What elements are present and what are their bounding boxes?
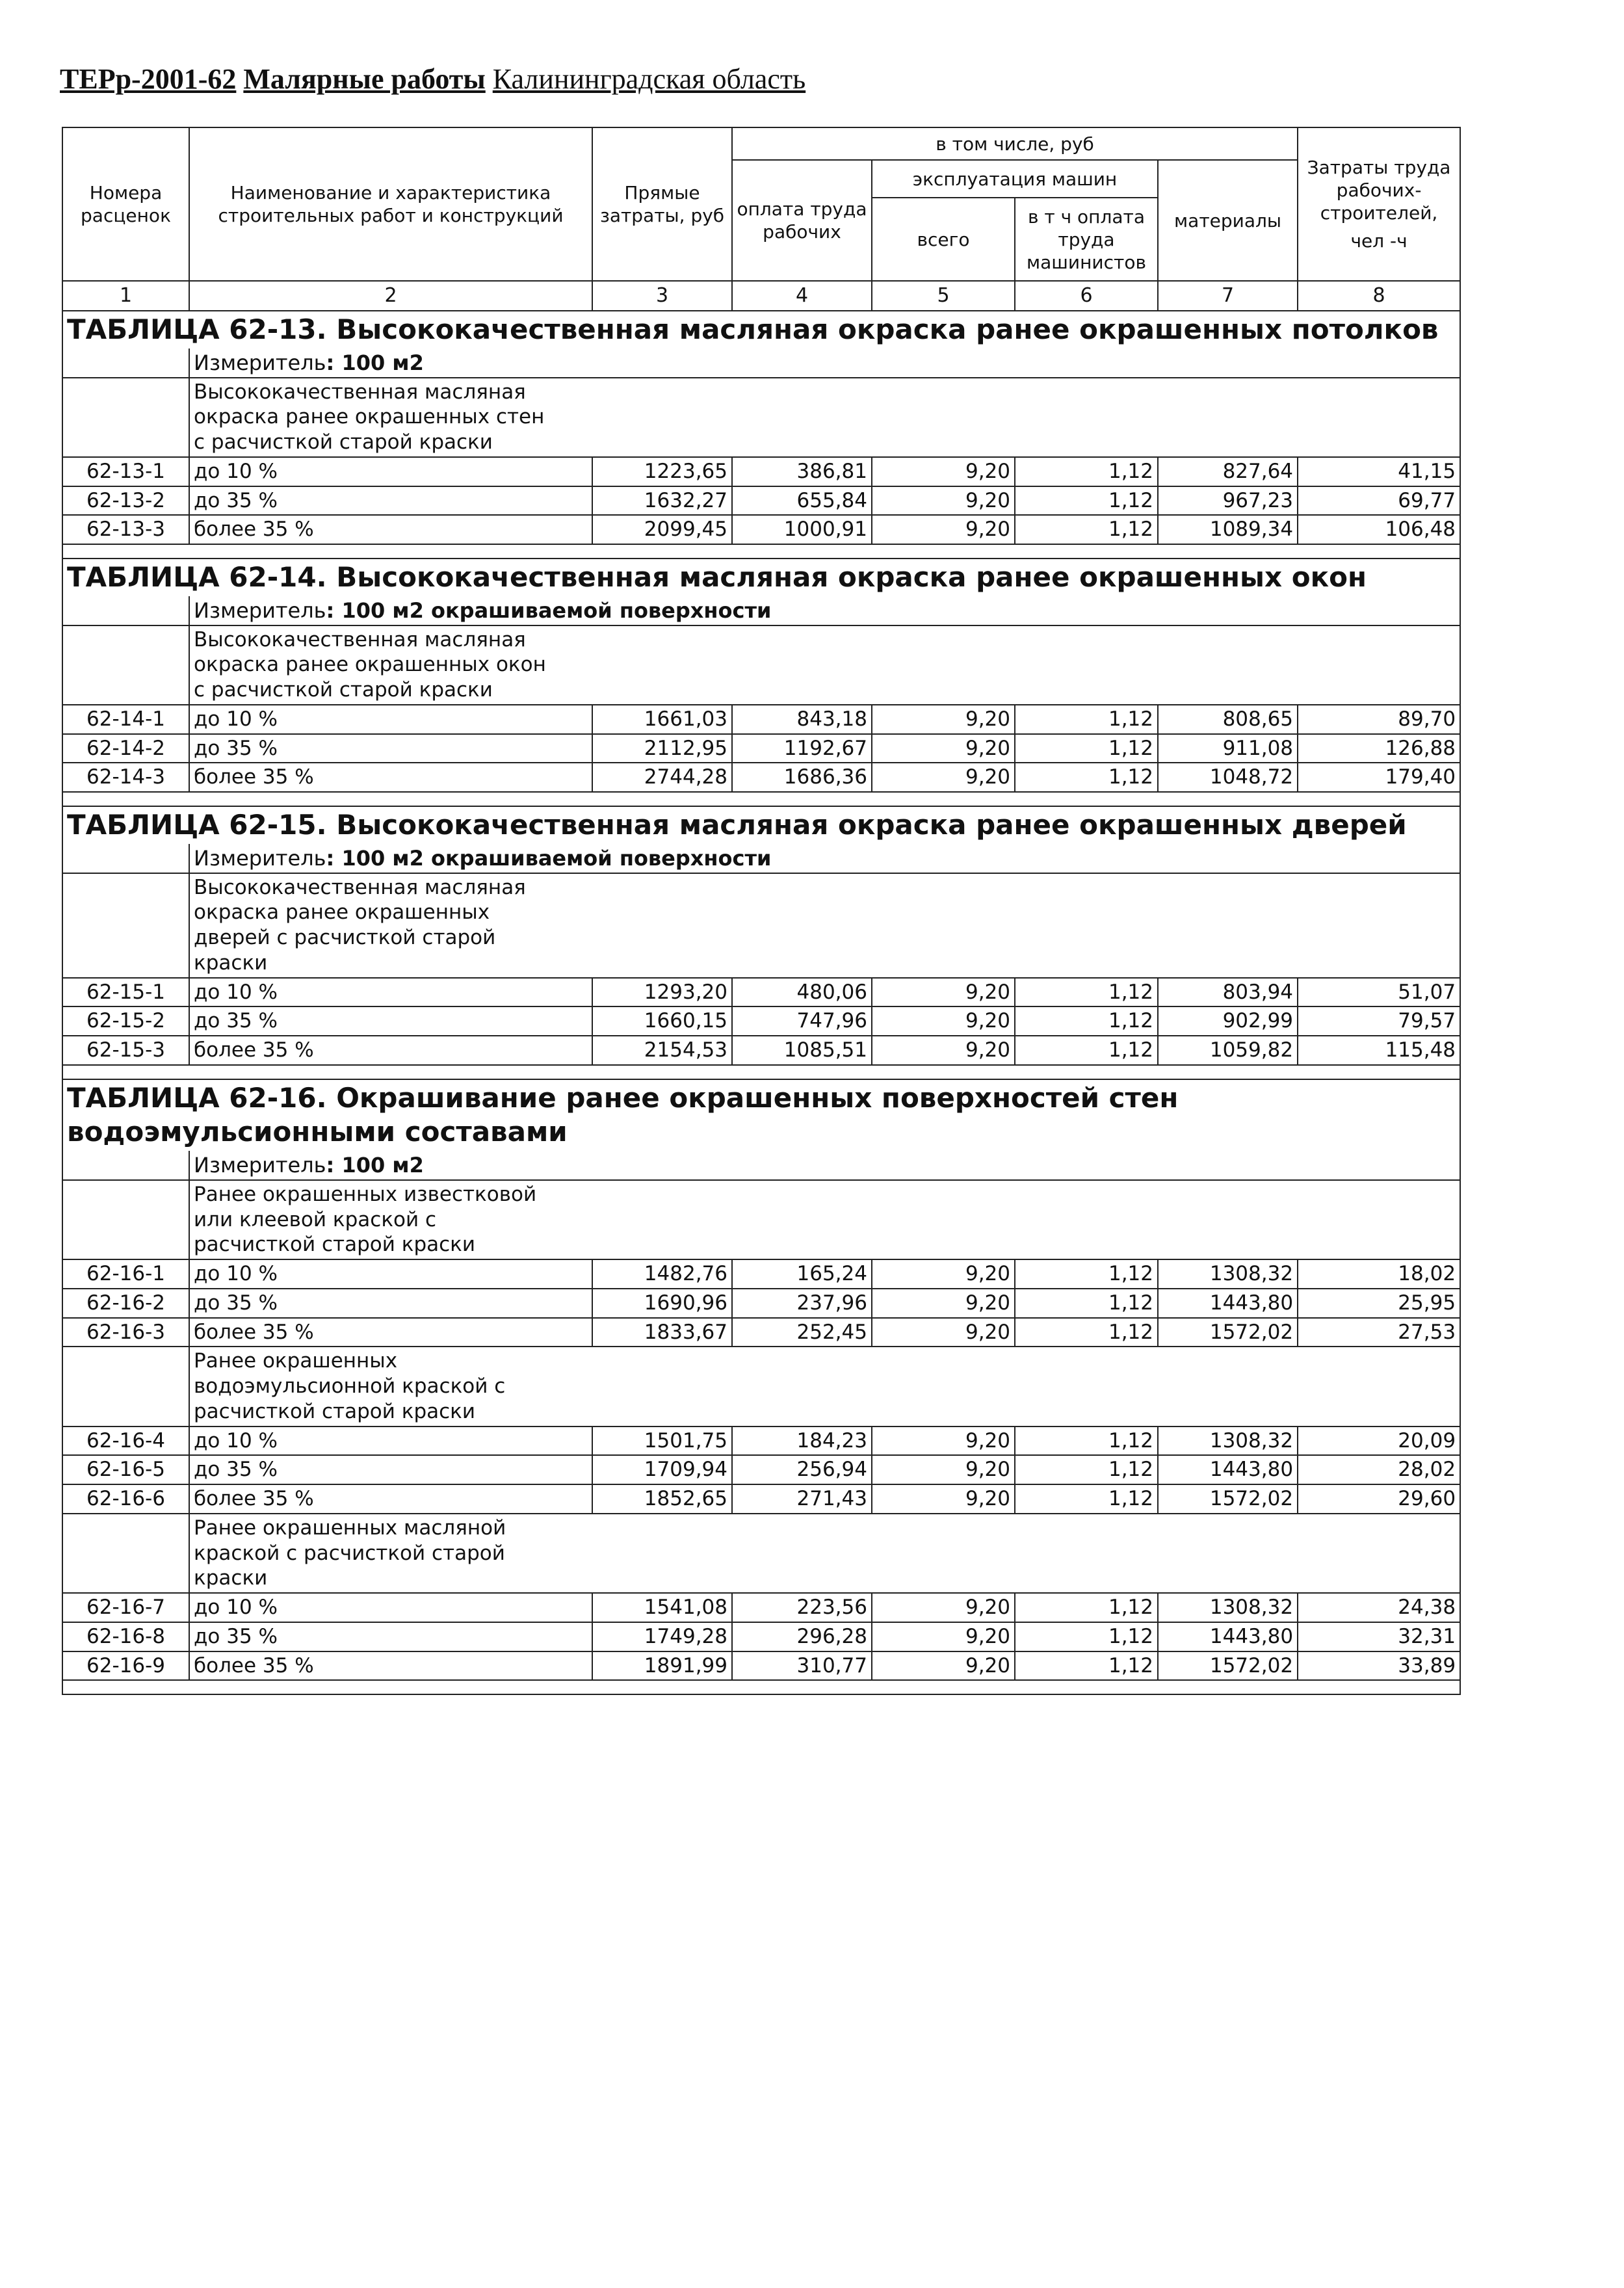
labor-hours: 69,77 bbox=[1298, 486, 1460, 516]
measure-value: : 100 м2 окрашиваемой поверхности bbox=[326, 598, 772, 623]
machines-total: 9,20 bbox=[872, 1259, 1015, 1289]
work-name: до 10 % bbox=[189, 1427, 592, 1456]
direct-cost: 1541,08 bbox=[592, 1593, 732, 1622]
measure-row bbox=[62, 348, 1460, 378]
work-name: до 35 % bbox=[189, 1006, 592, 1036]
table-section-title: ТАБЛИЦА 62-14. Высококачественная масляная окраска ранее окрашенных окон bbox=[62, 559, 1460, 596]
machines-total: 9,20 bbox=[872, 1622, 1015, 1651]
machines-total: 9,20 bbox=[872, 1593, 1015, 1622]
machinist-wages: 1,12 bbox=[1015, 1651, 1158, 1681]
table-row bbox=[62, 1259, 1460, 1289]
section-gap-cell bbox=[62, 1680, 1460, 1694]
measure-label: Измеритель bbox=[194, 598, 326, 623]
work-name: до 35 % bbox=[189, 1455, 592, 1484]
table-section-title-row bbox=[62, 1079, 1460, 1151]
workers-wages: 184,23 bbox=[732, 1427, 872, 1456]
labor-hours: 33,89 bbox=[1298, 1651, 1460, 1681]
labor-hours: 115,48 bbox=[1298, 1036, 1460, 1065]
table-row bbox=[62, 978, 1460, 1007]
materials-cost: 803,94 bbox=[1158, 978, 1298, 1007]
machines-total: 9,20 bbox=[872, 734, 1015, 763]
work-name: до 10 % bbox=[189, 1259, 592, 1289]
header-code: Номера расценок bbox=[62, 127, 189, 281]
work-name: до 35 % bbox=[189, 486, 592, 516]
work-name: до 35 % bbox=[189, 1622, 592, 1651]
rate-code: 62-14-2 bbox=[62, 734, 189, 763]
work-name: до 10 % bbox=[189, 1593, 592, 1622]
direct-cost: 1749,28 bbox=[592, 1622, 732, 1651]
table-row bbox=[62, 1036, 1460, 1065]
materials-cost: 827,64 bbox=[1158, 457, 1298, 486]
rate-code: 62-16-7 bbox=[62, 1593, 189, 1622]
materials-cost: 1089,34 bbox=[1158, 515, 1298, 544]
machinist-wages: 1,12 bbox=[1015, 734, 1158, 763]
materials-cost: 911,08 bbox=[1158, 734, 1298, 763]
labor-hours: 41,15 bbox=[1298, 457, 1460, 486]
group-description-row bbox=[62, 873, 1460, 978]
machinist-wages: 1,12 bbox=[1015, 1593, 1158, 1622]
labor-hours: 89,70 bbox=[1298, 705, 1460, 734]
labor-hours: 25,95 bbox=[1298, 1289, 1460, 1318]
materials-cost: 808,65 bbox=[1158, 705, 1298, 734]
rate-code: 62-16-1 bbox=[62, 1259, 189, 1289]
measure-unit bbox=[189, 596, 1460, 625]
header-materials: материалы bbox=[1158, 160, 1298, 281]
direct-cost: 1632,27 bbox=[592, 486, 732, 516]
table-section-title-row bbox=[62, 806, 1460, 844]
doc-code: ТЕРр-2001-62 bbox=[60, 63, 237, 95]
labor-hours: 27,53 bbox=[1298, 1318, 1460, 1347]
col-number: 6 bbox=[1015, 281, 1158, 311]
materials-cost: 1048,72 bbox=[1158, 763, 1298, 792]
work-name: более 35 % bbox=[189, 763, 592, 792]
machinist-wages: 1,12 bbox=[1015, 1427, 1158, 1456]
section-gap-cell bbox=[62, 544, 1460, 559]
work-name: более 35 % bbox=[189, 1036, 592, 1065]
table-row bbox=[62, 763, 1460, 792]
workers-wages: 843,18 bbox=[732, 705, 872, 734]
section-gap bbox=[62, 1065, 1460, 1079]
group-description bbox=[189, 1347, 1460, 1426]
direct-cost: 2099,45 bbox=[592, 515, 732, 544]
materials-cost: 967,23 bbox=[1158, 486, 1298, 516]
header-wages: оплата труда рабочих bbox=[732, 160, 872, 281]
machines-total: 9,20 bbox=[872, 1484, 1015, 1514]
group-description bbox=[189, 1514, 1460, 1593]
work-name: до 10 % bbox=[189, 978, 592, 1007]
direct-cost: 1223,65 bbox=[592, 457, 732, 486]
table-row bbox=[62, 1622, 1460, 1651]
workers-wages: 1085,51 bbox=[732, 1036, 872, 1065]
table-row bbox=[62, 1593, 1460, 1622]
direct-cost: 1661,03 bbox=[592, 705, 732, 734]
header-direct: Прямые затраты, руб bbox=[592, 127, 732, 281]
doc-name: Малярные работы bbox=[243, 63, 486, 95]
table-section-title: ТАБЛИЦА 62-15. Высококачественная масляная окраска ранее окрашенных дверей bbox=[62, 806, 1460, 844]
rate-code: 62-13-3 bbox=[62, 515, 189, 544]
direct-cost: 2744,28 bbox=[592, 763, 732, 792]
machinist-wages: 1,12 bbox=[1015, 515, 1158, 544]
measure-unit bbox=[189, 844, 1460, 873]
materials-cost: 1308,32 bbox=[1158, 1593, 1298, 1622]
group-description-row bbox=[62, 378, 1460, 457]
table-section-title: ТАБЛИЦА 62-16. Окрашивание ранее окрашенных поверхностей стен водоэмульсионными составами bbox=[62, 1079, 1460, 1151]
measure-unit bbox=[189, 348, 1460, 378]
machinist-wages: 1,12 bbox=[1015, 1006, 1158, 1036]
table-section-title-row bbox=[62, 311, 1460, 348]
group-description bbox=[189, 378, 1460, 457]
direct-cost: 1891,99 bbox=[592, 1651, 732, 1681]
header-labor-unit: чел -ч bbox=[1350, 230, 1408, 252]
rate-code: 62-14-1 bbox=[62, 705, 189, 734]
col-number: 1 bbox=[62, 281, 189, 311]
machines-total: 9,20 bbox=[872, 763, 1015, 792]
machines-total: 9,20 bbox=[872, 1289, 1015, 1318]
work-name: до 35 % bbox=[189, 734, 592, 763]
measure-row bbox=[62, 1151, 1460, 1180]
rate-code: 62-16-3 bbox=[62, 1318, 189, 1347]
materials-cost: 1443,80 bbox=[1158, 1455, 1298, 1484]
machinist-wages: 1,12 bbox=[1015, 978, 1158, 1007]
header-machines: эксплуатация машин bbox=[872, 160, 1158, 198]
group-description-row bbox=[62, 1347, 1460, 1426]
group-code-spacer bbox=[62, 1347, 189, 1426]
group-code-spacer bbox=[62, 625, 189, 705]
group-description-row bbox=[62, 625, 1460, 705]
workers-wages: 296,28 bbox=[732, 1622, 872, 1651]
measure-value: : 100 м2 bbox=[326, 350, 424, 375]
workers-wages: 386,81 bbox=[732, 457, 872, 486]
measure-spacer bbox=[62, 844, 189, 873]
measure-label: Измеритель bbox=[194, 1152, 326, 1177]
group-code-spacer bbox=[62, 378, 189, 457]
machinist-wages: 1,12 bbox=[1015, 1622, 1158, 1651]
work-name: более 35 % bbox=[189, 1318, 592, 1347]
rate-code: 62-16-4 bbox=[62, 1427, 189, 1456]
table-section-title-row bbox=[62, 559, 1460, 596]
workers-wages: 271,43 bbox=[732, 1484, 872, 1514]
work-name: более 35 % bbox=[189, 1651, 592, 1681]
group-description-text: Высококачественная масляная окраска ранее окрашенных дверей с расчисткой старой краски bbox=[194, 875, 526, 975]
machines-total: 9,20 bbox=[872, 1006, 1015, 1036]
labor-hours: 28,02 bbox=[1298, 1455, 1460, 1484]
group-code-spacer bbox=[62, 1514, 189, 1593]
materials-cost: 1059,82 bbox=[1158, 1036, 1298, 1065]
measure-value: : 100 м2 bbox=[326, 1152, 424, 1177]
workers-wages: 655,84 bbox=[732, 486, 872, 516]
machinist-wages: 1,12 bbox=[1015, 1259, 1158, 1289]
machinist-wages: 1,12 bbox=[1015, 705, 1158, 734]
measure-spacer bbox=[62, 348, 189, 378]
workers-wages: 1192,67 bbox=[732, 734, 872, 763]
group-description bbox=[189, 625, 1460, 705]
direct-cost: 1501,75 bbox=[592, 1427, 732, 1456]
machinist-wages: 1,12 bbox=[1015, 1036, 1158, 1065]
table-row bbox=[62, 486, 1460, 516]
workers-wages: 165,24 bbox=[732, 1259, 872, 1289]
labor-hours: 126,88 bbox=[1298, 734, 1460, 763]
measure-unit bbox=[189, 1151, 1460, 1180]
materials-cost: 1572,02 bbox=[1158, 1484, 1298, 1514]
table-row bbox=[62, 457, 1460, 486]
work-name: более 35 % bbox=[189, 1484, 592, 1514]
materials-cost: 902,99 bbox=[1158, 1006, 1298, 1036]
group-description bbox=[189, 1180, 1460, 1259]
direct-cost: 1293,20 bbox=[592, 978, 732, 1007]
materials-cost: 1443,80 bbox=[1158, 1622, 1298, 1651]
measure-row bbox=[62, 844, 1460, 873]
machinist-wages: 1,12 bbox=[1015, 763, 1158, 792]
direct-cost: 1482,76 bbox=[592, 1259, 732, 1289]
direct-cost: 1660,15 bbox=[592, 1006, 732, 1036]
section-gap-cell bbox=[62, 792, 1460, 806]
labor-hours: 79,57 bbox=[1298, 1006, 1460, 1036]
work-name: более 35 % bbox=[189, 515, 592, 544]
table-row bbox=[62, 1318, 1460, 1347]
header-name: Наименование и характеристика строительных работ и конструкций bbox=[189, 127, 592, 281]
section-gap bbox=[62, 792, 1460, 806]
work-name: до 35 % bbox=[189, 1289, 592, 1318]
labor-hours: 20,09 bbox=[1298, 1427, 1460, 1456]
col-number: 3 bbox=[592, 281, 732, 311]
header-machinist-wages: в т ч оплата труда машинистов bbox=[1015, 198, 1158, 281]
machines-total: 9,20 bbox=[872, 1036, 1015, 1065]
table-row bbox=[62, 1289, 1460, 1318]
col-number: 2 bbox=[189, 281, 592, 311]
header-labor-text: Затраты труда рабочих-строителей, bbox=[1307, 157, 1451, 224]
labor-hours: 51,07 bbox=[1298, 978, 1460, 1007]
measure-value: : 100 м2 окрашиваемой поверхности bbox=[326, 845, 772, 871]
rate-code: 62-15-2 bbox=[62, 1006, 189, 1036]
group-description-text: Ранее окрашенных масляной краской с расчисткой старой краски bbox=[194, 1516, 506, 1590]
group-description-row bbox=[62, 1514, 1460, 1593]
workers-wages: 1686,36 bbox=[732, 763, 872, 792]
measure-label: Измеритель bbox=[194, 350, 326, 375]
group-description-text: Ранее окрашенных известковой или клеевой краской с расчисткой старой краски bbox=[194, 1182, 537, 1257]
machines-total: 9,20 bbox=[872, 978, 1015, 1007]
machinist-wages: 1,12 bbox=[1015, 1289, 1158, 1318]
direct-cost: 2112,95 bbox=[592, 734, 732, 763]
col-number: 8 bbox=[1298, 281, 1460, 311]
group-code-spacer bbox=[62, 1180, 189, 1259]
table-row bbox=[62, 1484, 1460, 1514]
rate-code: 62-15-3 bbox=[62, 1036, 189, 1065]
workers-wages: 237,96 bbox=[732, 1289, 872, 1318]
machinist-wages: 1,12 bbox=[1015, 457, 1158, 486]
table-row bbox=[62, 1006, 1460, 1036]
workers-wages: 1000,91 bbox=[732, 515, 872, 544]
machinist-wages: 1,12 bbox=[1015, 486, 1158, 516]
workers-wages: 252,45 bbox=[732, 1318, 872, 1347]
section-gap bbox=[62, 544, 1460, 559]
workers-wages: 310,77 bbox=[732, 1651, 872, 1681]
rate-code: 62-14-3 bbox=[62, 763, 189, 792]
machinist-wages: 1,12 bbox=[1015, 1455, 1158, 1484]
measure-label: Измеритель bbox=[194, 845, 326, 871]
rate-code: 62-16-5 bbox=[62, 1455, 189, 1484]
machines-total: 9,20 bbox=[872, 705, 1015, 734]
direct-cost: 2154,53 bbox=[592, 1036, 732, 1065]
rate-code: 62-13-2 bbox=[62, 486, 189, 516]
materials-cost: 1572,02 bbox=[1158, 1318, 1298, 1347]
rate-code: 62-16-8 bbox=[62, 1622, 189, 1651]
direct-cost: 1690,96 bbox=[592, 1289, 732, 1318]
rate-code: 62-16-9 bbox=[62, 1651, 189, 1681]
doc-region: Калининградская область bbox=[492, 63, 806, 95]
labor-hours: 24,38 bbox=[1298, 1593, 1460, 1622]
group-code-spacer bbox=[62, 873, 189, 978]
header-labor bbox=[1298, 127, 1460, 281]
rate-code: 62-16-2 bbox=[62, 1289, 189, 1318]
measure-spacer bbox=[62, 1151, 189, 1180]
workers-wages: 480,06 bbox=[732, 978, 872, 1007]
labor-hours: 179,40 bbox=[1298, 763, 1460, 792]
group-description-text: Высококачественная масляная окраска ранее окрашенных стен с расчисткой старой краски bbox=[194, 380, 545, 454]
measure-spacer bbox=[62, 596, 189, 625]
materials-cost: 1572,02 bbox=[1158, 1651, 1298, 1681]
header-including: в том числе, руб bbox=[732, 127, 1298, 160]
table-row bbox=[62, 1455, 1460, 1484]
machinist-wages: 1,12 bbox=[1015, 1318, 1158, 1347]
table-row bbox=[62, 1651, 1460, 1681]
workers-wages: 223,56 bbox=[732, 1593, 872, 1622]
materials-cost: 1443,80 bbox=[1158, 1289, 1298, 1318]
machines-total: 9,20 bbox=[872, 486, 1015, 516]
workers-wages: 256,94 bbox=[732, 1455, 872, 1484]
machines-total: 9,20 bbox=[872, 457, 1015, 486]
group-description-text: Высококачественная масляная окраска ранее окрашенных окон с расчисткой старой краски bbox=[194, 627, 546, 702]
machinist-wages: 1,12 bbox=[1015, 1484, 1158, 1514]
group-description bbox=[189, 873, 1460, 978]
section-gap-cell bbox=[62, 1065, 1460, 1079]
rate-code: 62-15-1 bbox=[62, 978, 189, 1007]
labor-hours: 106,48 bbox=[1298, 515, 1460, 544]
measure-row bbox=[62, 596, 1460, 625]
machines-total: 9,20 bbox=[872, 515, 1015, 544]
col-number: 5 bbox=[872, 281, 1015, 311]
materials-cost: 1308,32 bbox=[1158, 1259, 1298, 1289]
labor-hours: 18,02 bbox=[1298, 1259, 1460, 1289]
table-row bbox=[62, 705, 1460, 734]
direct-cost: 1833,67 bbox=[592, 1318, 732, 1347]
work-name: до 10 % bbox=[189, 457, 592, 486]
materials-cost: 1308,32 bbox=[1158, 1427, 1298, 1456]
table-row bbox=[62, 515, 1460, 544]
header-machines-total: всего bbox=[872, 198, 1015, 281]
col-number: 4 bbox=[732, 281, 872, 311]
group-description-row bbox=[62, 1180, 1460, 1259]
rates-table bbox=[62, 127, 1461, 1695]
machines-total: 9,20 bbox=[872, 1427, 1015, 1456]
direct-cost: 1852,65 bbox=[592, 1484, 732, 1514]
rate-code: 62-13-1 bbox=[62, 457, 189, 486]
labor-hours: 29,60 bbox=[1298, 1484, 1460, 1514]
col-number: 7 bbox=[1158, 281, 1298, 311]
section-gap bbox=[62, 1680, 1460, 1694]
group-description-text: Ранее окрашенных водоэмульсионной краской с расчисткой старой краски bbox=[194, 1349, 506, 1423]
machines-total: 9,20 bbox=[872, 1651, 1015, 1681]
table-row bbox=[62, 1427, 1460, 1456]
machines-total: 9,20 bbox=[872, 1455, 1015, 1484]
workers-wages: 747,96 bbox=[732, 1006, 872, 1036]
rate-code: 62-16-6 bbox=[62, 1484, 189, 1514]
table-row bbox=[62, 734, 1460, 763]
machines-total: 9,20 bbox=[872, 1318, 1015, 1347]
direct-cost: 1709,94 bbox=[592, 1455, 732, 1484]
table-section-title: ТАБЛИЦА 62-13. Высококачественная масляная окраска ранее окрашенных потолков bbox=[62, 311, 1460, 348]
page-title bbox=[60, 62, 805, 96]
work-name: до 10 % bbox=[189, 705, 592, 734]
labor-hours: 32,31 bbox=[1298, 1622, 1460, 1651]
